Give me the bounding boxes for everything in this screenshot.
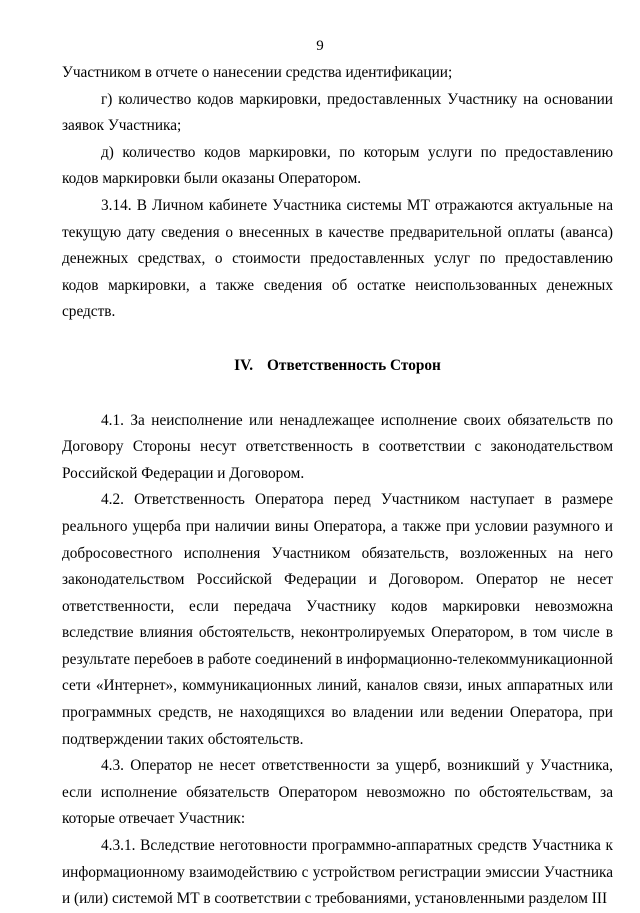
section-title: Ответственность Сторон (267, 356, 441, 374)
paragraph-continuation: Участником в отчете о нанесении средства идентификации; (62, 64, 453, 81)
paragraph-4-3: 4.3. Оператор не несет ответственности за ущерб, возникший у Участника, если исполнение обязательств Оператором невозможно по обстоятельствам, за которые отвечает Участник: (62, 757, 613, 828)
paragraph-item-g: г) количество кодов маркировки, предоставленных Участнику на основании заявок Участника; (62, 90, 613, 135)
page-number: 9 (316, 38, 324, 54)
paragraph-4-3-1: 4.3.1. Вследствие неготовности программно-аппаратных средств Участника к информационному взаимодействию с устройством регистрации эмиссии Участника и (или) системой МТ в соответствии с требованиями, установленными разделом III (62, 837, 613, 908)
paragraph-4-1: 4.1. За неисполнение или ненадлежащее исполнение своих обязательств по Договору Стороны несут ответственность в соответствии с законодательством Российской Федерации и Договором. (62, 411, 613, 482)
paragraph-item-d: д) количество кодов маркировки, по которым услуги по предоставлению кодов маркировки были оказаны Оператором. (62, 143, 613, 188)
section-number: IV. (234, 356, 254, 374)
section-heading (62, 353, 613, 380)
paragraph-3-14: 3.14. В Личном кабинете Участника системы МТ отражаются актуальные на текущую дату сведения о внесенных в качестве предварительной оплаты (аванса) денежных средствах, о стоимости предоставленных услуг по предоставлению кодов маркировки, а также сведения об остатке неиспользованных денежных средств. (62, 196, 613, 321)
document-body (62, 60, 613, 913)
paragraph-4-2: 4.2. Ответственность Оператора перед Участником наступает в размере реального ущерба при наличии вины Оператора, а также при условии разумного и добросовестного исполнения Участником обязательств, возложенных на него законодательством Российской Федерации и Договором. Оператор не несет ответственности, если передача Участнику кодов маркировки невозможна вследствие влияния обстоятельств, неконтролируемых Оператором, в том числе в результате перебоев в работе соединений в информационно-телекоммуникационной сети «Интернет», коммуникационных линий, каналов связи, иных аппаратных или программных средств, не находящихся во владении или ведении Оператора, при подтверждении таких обстоятельств. (62, 491, 613, 748)
